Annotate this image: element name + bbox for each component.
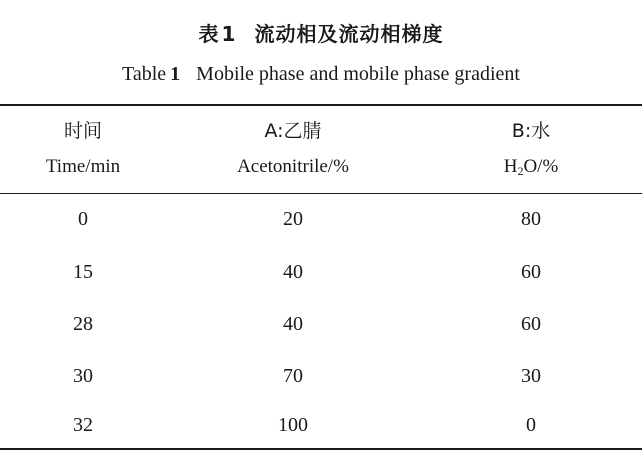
header-time-en: Time/min [45, 156, 121, 177]
table-cell-time: 0 [78, 208, 88, 230]
caption-cn-number: 1 [221, 22, 237, 46]
table-caption-english [0, 60, 642, 88]
table-bottom-rule [0, 448, 642, 450]
table-caption-chinese [0, 20, 642, 48]
table-cell-water: 30 [521, 365, 541, 387]
header-water-en [420, 154, 642, 180]
table-cell-time: 28 [73, 313, 93, 335]
caption-en-prefix: Table [122, 63, 167, 85]
header-acetonitrile-cn: A:乙腈 [264, 120, 322, 142]
header-water-en-pre: H [503, 156, 518, 177]
table-cell-time: 15 [73, 261, 93, 283]
caption-en-title: Mobile phase and mobile phase gradient [196, 63, 520, 85]
table-cell-acetonitrile: 40 [283, 313, 303, 335]
header-water-en-post: O/% [523, 156, 559, 177]
caption-en-number: 1 [170, 63, 181, 85]
table-cell-water: 60 [521, 313, 541, 335]
table-cell-acetonitrile: 20 [283, 208, 303, 230]
caption-cn-prefix: 表 [198, 22, 220, 46]
table-cell-time: 32 [73, 414, 93, 436]
caption-cn-title: 流动相及流动相梯度 [254, 22, 444, 46]
table-cell-acetonitrile: 70 [283, 365, 303, 387]
table-cell-time: 30 [73, 365, 93, 387]
table-cell-acetonitrile: 40 [283, 261, 303, 283]
table-cell-acetonitrile: 100 [278, 414, 308, 436]
table-cell-water: 80 [521, 208, 541, 230]
table-header-rule [0, 193, 642, 194]
header-water-cn: B:水 [511, 120, 551, 142]
header-water-en-sub: 2 [517, 164, 524, 178]
table-cell-water: 0 [526, 414, 536, 436]
header-acetonitrile-en: Acetonitrile/% [237, 156, 349, 177]
header-time-cn: 时间 [63, 120, 102, 142]
table-top-rule [0, 104, 642, 106]
table-cell-water: 60 [521, 261, 541, 283]
